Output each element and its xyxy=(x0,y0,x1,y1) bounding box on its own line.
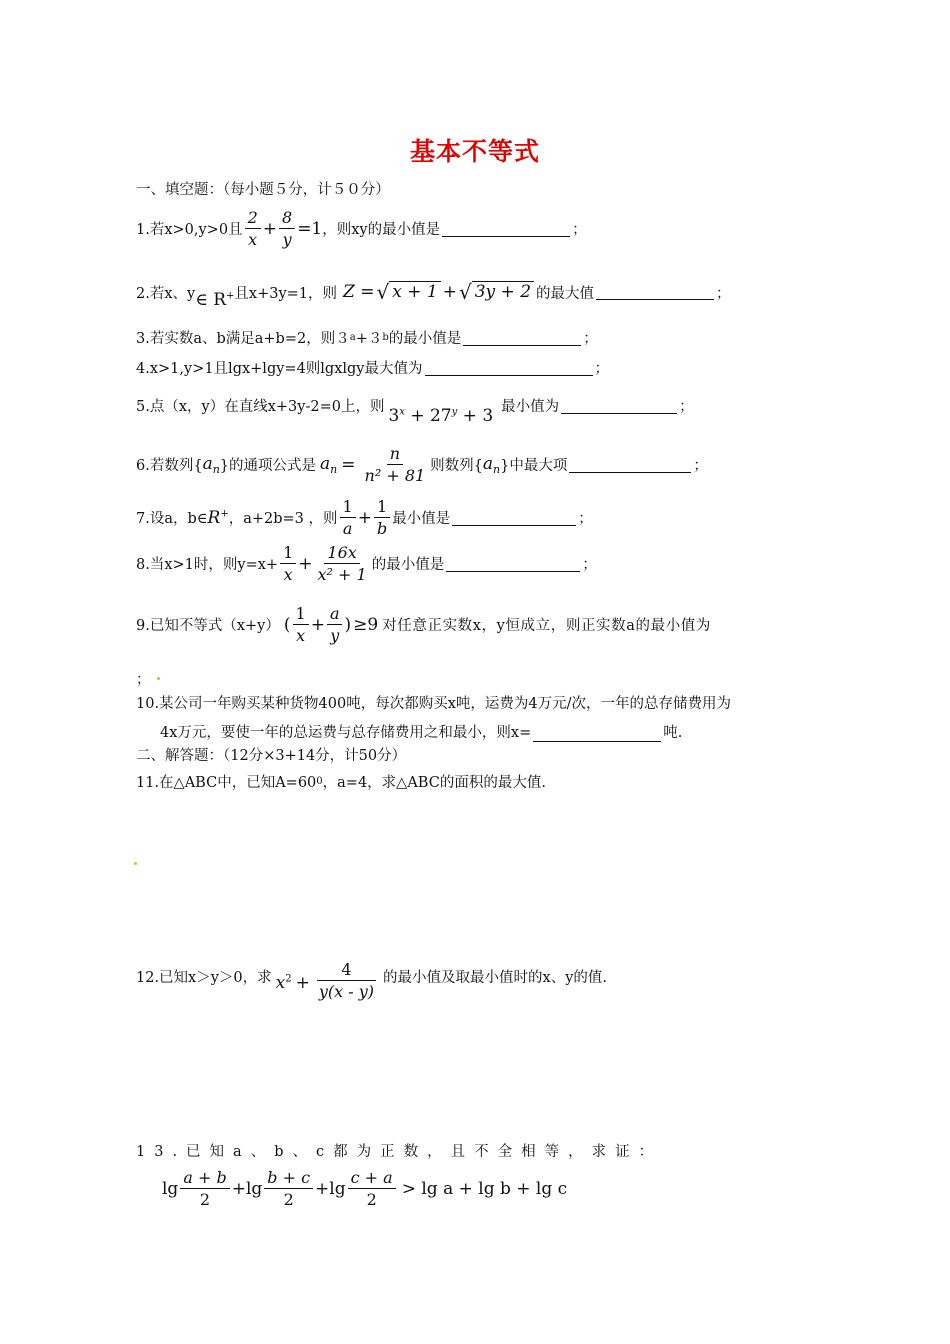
section-2-heading: 二、解答题：（12分×3+14分，计50分） xyxy=(136,748,407,764)
fraction-4-over-yxy: $\frac{4}{y(x - y)}$ xyxy=(318,960,375,1001)
question-9: 9.已知不等式（x+y） ( $\frac{1}{x}$ + $\frac{a}{y}$ ) ≥9 对任意正实数x，y恒成立，则正实数a的最小值为 xyxy=(136,604,711,645)
question-7: 7.设a，b∈ R+ ，a+2b=3 ，则 $\frac{1}{a}$ + $\frac{1}{b}$ 最小值是 ； xyxy=(136,497,593,538)
answer-blank-2[interactable] xyxy=(596,284,714,300)
answer-blank-5[interactable] xyxy=(561,398,677,414)
fraction-a-plus-b-over-2: $\frac{a + b}{2}$ xyxy=(180,1167,229,1210)
answer-blank-6[interactable] xyxy=(569,457,691,473)
question-6: 6.若数列{ $a_n$ }的通项公式是 $a_n$ = $\frac{n}{\text{n² + 81}}$ 则数列{ $a_n$ }中最大项 ； xyxy=(136,444,708,485)
fraction-1-over-x: $\frac{1}{x}$ xyxy=(280,542,296,585)
section-1-heading: 一、填空题：（每小题５分，计５０分） xyxy=(136,182,390,198)
fraction-1-over-a: $\frac{1}{a}$ xyxy=(340,496,356,539)
question-13-inequality: lg $\frac{a + b}{2}$ + lg $\frac{b + c}{2}$ + lg $\frac{c + a}{2}$ > lg a + lg b + lg c xyxy=(162,1168,568,1209)
question-12: 12.已知x＞y＞0，求 $x^2$ + $\frac{4}{y(x - y)}$ 的最小值及取最小值时的x、y的值. xyxy=(136,960,608,1001)
answer-blank-3[interactable] xyxy=(463,330,581,346)
sqrt-3y-plus-2: √ 3y + 2 xyxy=(459,281,534,303)
question-10: 10.某公司一年购买某种货物400吨，每次都购买x吨，运费为4万元/次，一年的总存储费用为 4x万元，要使一年的总运费与总存储费用之和最小，则x= 吨. xyxy=(136,696,732,741)
question-8: 8.当x>1时，则y=x+ $\frac{1}{x}$ + $\frac{16x}{\text{x² + 1}}$ 的最小值是 ； xyxy=(136,543,597,584)
fraction-b-plus-c-over-2: $\frac{b + c}{2}$ xyxy=(264,1167,313,1210)
decorative-dot xyxy=(134,862,137,865)
page-title: 基本不等式 xyxy=(409,137,540,166)
question-11: 11.在△ABC中，已知A=60 0 ，a=4，求△ABC的面积的最大值. xyxy=(136,775,546,791)
question-5: 5.点（x，y）在直线x+3y-2=0上，则 $3^x + 27^y + 3$ 最小值为 ； xyxy=(136,399,694,426)
question-2: 2.若x、y ∈ R+ 且x+3y=1，则 Z = √ x + 1 + √ 3y + 2 的最大值 ； xyxy=(136,280,731,310)
answer-blank-4[interactable] xyxy=(425,360,593,376)
answer-blank-10[interactable] xyxy=(533,726,661,742)
question-4: 4.x>1,y>1且lgx+lgy=4则lgxlgy最大值为 ； xyxy=(136,361,610,377)
fraction-16x-over-x2-1: $\frac{16x}{\text{x² + 1}}$ xyxy=(317,543,367,584)
fraction-1-over-b: $\frac{1}{b}$ xyxy=(374,496,390,539)
question-3: 3.若实数a、b满足a+b=2，则３ a +３ b 的最小值是 ； xyxy=(136,331,598,347)
fraction-8-over-y: $\frac{8}{y}$ xyxy=(279,207,295,250)
fraction-2-over-x: $\frac{2}{x}$ xyxy=(245,207,261,250)
question-9-blank-line: ； xyxy=(136,668,160,689)
question-1: 1.若x>0,y>0且 $\frac{2}{x}$ + $\frac{8}{y}$ =1 ，则xy的最小值是 ； xyxy=(136,208,587,249)
fraction-c-plus-a-over-2: $\frac{c + a}{2}$ xyxy=(348,1167,396,1210)
fraction-a-over-y: $\frac{a}{y}$ xyxy=(327,603,343,646)
sqrt-x-plus-1: √ x + 1 xyxy=(377,281,441,303)
answer-blank-7[interactable] xyxy=(452,510,576,526)
answer-blank-8[interactable] xyxy=(446,556,580,572)
fraction-1-over-x: $\frac{1}{x}$ xyxy=(293,603,309,646)
question-13: 13.已知a、b、c都为正数，且不全相等，求证： xyxy=(136,1144,663,1160)
expression-3x-27y-3: $3^x + 27^y + 3$ xyxy=(388,405,494,426)
decorative-dot xyxy=(157,677,160,680)
fraction-n-over-n2-81: $\frac{n}{\text{n² + 81}}$ xyxy=(364,444,426,485)
answer-blank-1[interactable] xyxy=(442,221,570,237)
